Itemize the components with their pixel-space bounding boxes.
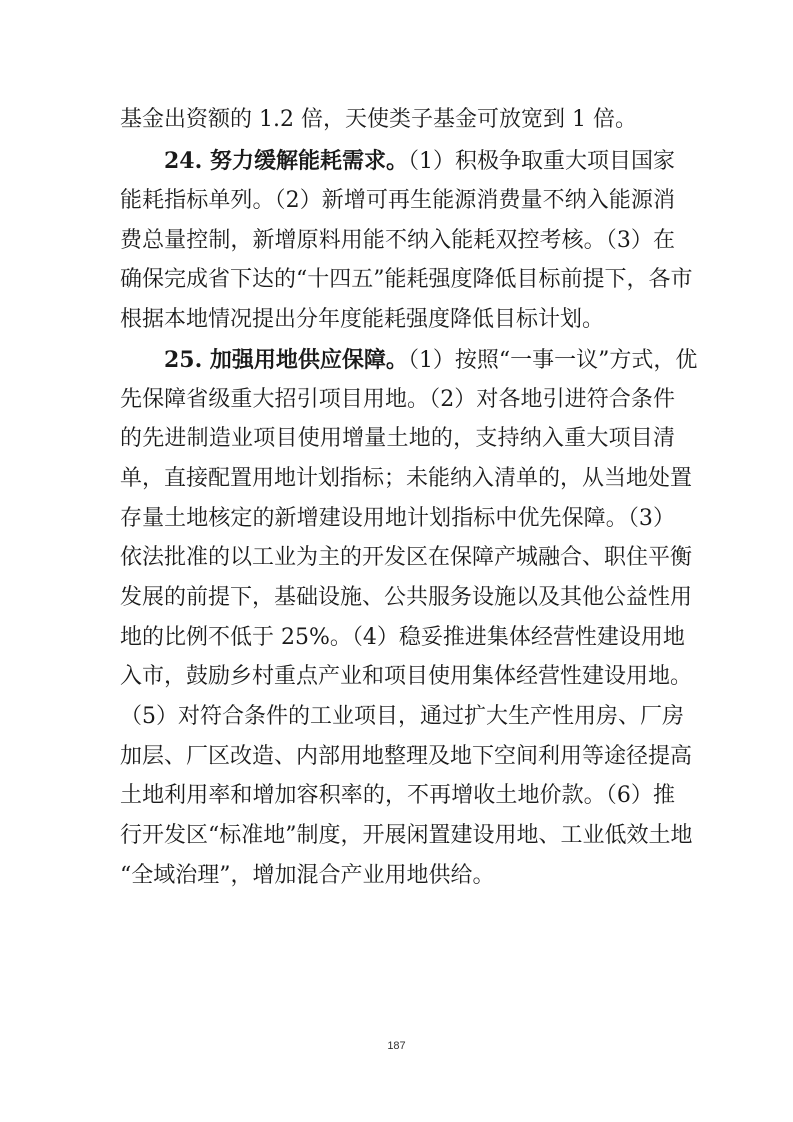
text-line: 先保障省级重大招引项目用地。（2）对各地引进符合条件: [120, 387, 675, 412]
text-line: 确保完成省下达的“十四五”能耗强度降低目标前提下，各市: [120, 267, 693, 292]
text-line: 费总量控制，新增原料用能不纳入能耗双控考核。（3）在: [120, 228, 675, 253]
text-line: 基金出资额的 1.2 倍，天使类子基金可放宽到 1 倍。: [120, 107, 637, 132]
section-24-first-line: [164, 145, 675, 177]
text-line: 加层、厂区改造、内部用地整理及地下空间利用等途径提高: [120, 744, 693, 769]
text-line: 行开发区“标准地”制度，开展闲置建设用地、工业低效土地: [120, 823, 693, 848]
text-segment: （1）按照“一事一议”方式，优: [407, 348, 698, 373]
text-line: 发展的前提下，基础设施、公共服务设施以及其他公益性用: [120, 585, 693, 610]
text-line: 根据本地情况提出分年度能耗强度降低目标计划。: [120, 307, 605, 332]
text-line: 单，直接配置用地计划指标；未能纳入清单的，从当地处置: [120, 466, 693, 491]
text-line: “全域治理”，增加混合产业用地供给。: [120, 863, 495, 888]
text-line: （5）对符合条件的工业项目，通过扩大生产性用房、厂房: [120, 704, 684, 729]
text-segment: （1）积极争取重大项目国家: [407, 149, 676, 174]
text-line: 能耗指标单列。（2）新增可再生能源消费量不纳入能源消: [120, 188, 675, 213]
text-line: 土地利用率和增加容积率的，不再增收土地价款。（6）推: [120, 783, 675, 808]
section-25-first-line: [164, 344, 698, 376]
text-line: 地的比例不低于 25%。（4）稳妥推进集体经营性建设用地: [120, 625, 685, 650]
text-line: 依法批准的以工业为主的开发区在保障产城融合、职住平衡: [120, 545, 693, 570]
page-number: 187: [387, 1040, 406, 1052]
text-line: 入市，鼓励乡村重点产业和项目使用集体经营性建设用地。: [120, 664, 693, 689]
section-heading-24: 24. 努力缓解能耗需求。: [164, 148, 408, 174]
section-heading-25: 25. 加强用地供应保障。: [164, 347, 408, 373]
text-line: 的先进制造业项目使用增量土地的，支持纳入重大项目清: [120, 426, 675, 451]
text-line: 存量土地核定的新增建设用地计划指标中优先保障。（3）: [120, 506, 675, 531]
